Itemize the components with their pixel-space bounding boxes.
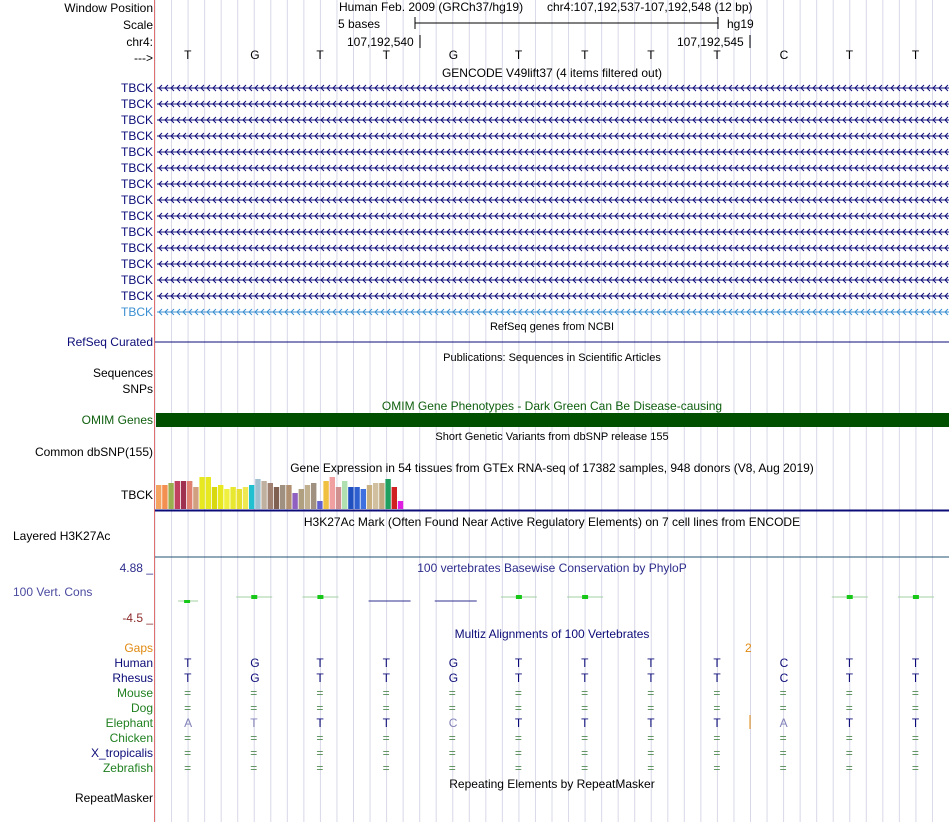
alignment-base: = bbox=[581, 746, 589, 760]
alignment-base: = bbox=[713, 701, 721, 715]
alignment-base: T bbox=[911, 716, 920, 730]
alignment-base: = bbox=[250, 761, 258, 775]
alignment-base: = bbox=[779, 761, 787, 775]
gtex-bar bbox=[305, 485, 310, 509]
alignment-base: = bbox=[448, 686, 456, 700]
gtex-bar bbox=[373, 483, 378, 509]
base-letter: T bbox=[581, 48, 589, 62]
alignment-base: T bbox=[845, 656, 854, 670]
position-label: chr4:107,192,537-107,192,548 (12 bp) bbox=[547, 0, 753, 14]
alignment-base: = bbox=[184, 746, 192, 760]
coord-right: 107,192,545 bbox=[677, 35, 744, 49]
alignment-base: = bbox=[845, 746, 853, 760]
gene-label-tbck[interactable]: TBCK bbox=[120, 225, 153, 239]
alignment-base: = bbox=[382, 701, 390, 715]
alignment-base: = bbox=[250, 701, 258, 715]
alignment-base: = bbox=[514, 701, 522, 715]
alignment-base: T bbox=[316, 716, 324, 730]
alignment-base: T bbox=[514, 716, 523, 730]
alignment-base: T bbox=[713, 671, 721, 685]
dbsnp-title[interactable]: Short Genetic Variants from dbSNP release 155 bbox=[435, 431, 669, 443]
alignment-base: T bbox=[514, 656, 523, 670]
label-species-elephant[interactable]: Elephant bbox=[105, 716, 153, 730]
phylop-bar bbox=[516, 595, 522, 599]
alignment-base: = bbox=[448, 701, 456, 715]
alignment-base: T bbox=[845, 716, 854, 730]
phylop-bar bbox=[582, 595, 588, 599]
base-letter: C bbox=[779, 48, 789, 62]
alignment-base: = bbox=[911, 686, 919, 700]
alignment-base: = bbox=[779, 746, 787, 760]
gtex-bar bbox=[156, 485, 161, 509]
label-species-mouse[interactable]: Mouse bbox=[116, 686, 153, 700]
alignment-base: = bbox=[713, 746, 721, 760]
gtex-bar bbox=[286, 485, 291, 509]
gtex-bar bbox=[336, 487, 341, 509]
alignment-base: T bbox=[316, 671, 324, 685]
label-phylop-min: -4.5 _ bbox=[122, 611, 153, 625]
label-phylop-max: 4.88 _ bbox=[119, 561, 153, 575]
alignment-base: = bbox=[581, 731, 589, 745]
alignment-base: = bbox=[316, 731, 324, 745]
alignment-base: = bbox=[382, 731, 390, 745]
gtex-bar bbox=[361, 489, 366, 509]
gtex-bar bbox=[392, 487, 397, 509]
base-letter: G bbox=[250, 48, 260, 62]
publications-title[interactable]: Publications: Sequences in Scientific Articles bbox=[443, 352, 661, 364]
alignment-base: C bbox=[448, 716, 458, 730]
alignment-base: G bbox=[250, 656, 260, 670]
alignment-base: C bbox=[779, 671, 789, 685]
label-gaps[interactable]: Gaps bbox=[124, 641, 153, 655]
alignment-base: T bbox=[382, 671, 390, 685]
gtex-bar bbox=[168, 483, 173, 509]
alignment-base: = bbox=[581, 761, 589, 775]
alignment-base: = bbox=[316, 761, 324, 775]
label-species-chicken[interactable]: Chicken bbox=[109, 731, 153, 745]
alignment-base: = bbox=[581, 701, 589, 715]
gtex-bar bbox=[299, 489, 304, 509]
gtex-bar bbox=[218, 485, 223, 509]
gtex-bar bbox=[280, 485, 285, 509]
h3k27ac-title[interactable]: H3K27Ac Mark (Often Found Near Active Regulatory Elements) on 7 cell lines from ENCODE bbox=[303, 515, 801, 529]
alignment-base: T bbox=[316, 656, 324, 670]
phylop-bar bbox=[251, 595, 257, 599]
phylop-title[interactable]: 100 vertebrates Basewise Conservation by PhyloP bbox=[417, 561, 687, 575]
gtex-bar bbox=[317, 501, 322, 509]
gene-label-tbck[interactable]: TBCK bbox=[120, 81, 153, 95]
gene-label-tbck[interactable]: TBCK bbox=[120, 289, 153, 303]
gtex-bar bbox=[249, 485, 254, 509]
label-strand-arrow[interactable]: ---> bbox=[134, 51, 153, 65]
alignment-base: = bbox=[514, 746, 522, 760]
gencode-title[interactable]: GENCODE V49lift37 (4 items filtered out) bbox=[441, 66, 663, 80]
alignment-base: G bbox=[448, 656, 459, 670]
alignment-base: = bbox=[448, 731, 456, 745]
gtex-bar bbox=[187, 481, 192, 509]
gene-label-tbck[interactable]: TBCK bbox=[120, 177, 153, 191]
label-omim[interactable]: OMIM Genes bbox=[81, 413, 153, 427]
label-repeatmasker[interactable]: RepeatMasker bbox=[74, 791, 153, 805]
label-phylop[interactable]: 100 Vert. Cons bbox=[13, 585, 93, 599]
alignment-base: = bbox=[184, 731, 192, 745]
scale-text: 5 bases bbox=[338, 17, 381, 31]
multiz-title[interactable]: Multiz Alignments of 100 Vertebrates bbox=[454, 627, 650, 641]
gtex-bar bbox=[385, 479, 390, 509]
gene-label-tbck[interactable]: TBCK bbox=[120, 257, 153, 271]
alignment-base: = bbox=[911, 701, 919, 715]
assembly-label: Human Feb. 2009 (GRCh37/hg19) bbox=[339, 0, 524, 14]
alignment-base: = bbox=[184, 701, 192, 715]
alignment-base: T bbox=[647, 671, 655, 685]
label-window-position: Window Position bbox=[64, 1, 153, 15]
label-sequences[interactable]: Sequences bbox=[92, 366, 153, 380]
alignment-base: = bbox=[911, 746, 919, 760]
phylop-bar bbox=[317, 595, 323, 599]
gtex-bar bbox=[292, 493, 297, 509]
label-dbsnp[interactable]: Common dbSNP(155) bbox=[34, 445, 153, 459]
alignment-base: T bbox=[713, 716, 721, 730]
alignment-base: A bbox=[184, 716, 193, 730]
alignment-base: T bbox=[845, 671, 854, 685]
gene-label-tbck[interactable]: TBCK bbox=[120, 241, 153, 255]
phylop-bar bbox=[847, 595, 853, 599]
phylop-bar bbox=[913, 595, 919, 599]
label-gtex-gene[interactable]: TBCK bbox=[120, 488, 153, 502]
alignment-base: = bbox=[316, 746, 324, 760]
alignment-base: T bbox=[184, 656, 192, 670]
alignment-base: T bbox=[250, 716, 258, 730]
alignment-base: = bbox=[647, 686, 655, 700]
alignment-base: = bbox=[514, 761, 522, 775]
alignment-base: = bbox=[713, 761, 721, 775]
base-letter: T bbox=[514, 48, 523, 62]
gtex-bar bbox=[348, 487, 353, 509]
base-letter: T bbox=[911, 48, 920, 62]
repeatmasker-title[interactable]: Repeating Elements by RepeatMasker bbox=[449, 777, 655, 791]
gtex-bar bbox=[237, 489, 242, 509]
label-scale: Scale bbox=[122, 18, 153, 32]
alignment-base: = bbox=[845, 731, 853, 745]
gtex-bar bbox=[342, 481, 347, 509]
alignment-base: = bbox=[382, 761, 390, 775]
base-letter: T bbox=[184, 48, 192, 62]
alignment-base: T bbox=[581, 656, 589, 670]
gtex-bar bbox=[255, 479, 260, 509]
gtex-bar bbox=[311, 483, 316, 509]
alignment-base: = bbox=[845, 701, 853, 715]
alignment-base: = bbox=[647, 701, 655, 715]
alignment-base: T bbox=[713, 656, 721, 670]
gtex-bar bbox=[193, 487, 198, 509]
alignment-base: T bbox=[382, 716, 390, 730]
alignment-base: T bbox=[581, 716, 589, 730]
gtex-bar bbox=[367, 485, 372, 509]
base-letter: T bbox=[845, 48, 854, 62]
gtex-bar bbox=[398, 501, 403, 509]
alignment-base: A bbox=[779, 716, 788, 730]
alignment-base: = bbox=[184, 686, 192, 700]
gene-label-tbck[interactable]: TBCK bbox=[120, 305, 153, 319]
gtex-title[interactable]: Gene Expression in 54 tissues from GTEx RNA-seq of 17382 samples, 948 donors (V8, Aug 2019) bbox=[290, 461, 814, 475]
gene-label-tbck[interactable]: TBCK bbox=[120, 209, 153, 223]
gtex-bar bbox=[230, 487, 235, 509]
base-letter: G bbox=[448, 48, 459, 62]
alignment-base: T bbox=[581, 671, 589, 685]
gene-label-tbck[interactable]: TBCK bbox=[120, 161, 153, 175]
alignment-base: G bbox=[448, 671, 459, 685]
gene-label-tbck[interactable]: TBCK bbox=[120, 273, 153, 287]
label-species-x_tropicalis[interactable]: X_tropicalis bbox=[90, 746, 153, 760]
alignment-base: = bbox=[250, 686, 258, 700]
alignment-base: T bbox=[514, 671, 523, 685]
alignment-base: T bbox=[911, 656, 920, 670]
gene-label-tbck[interactable]: TBCK bbox=[120, 129, 153, 143]
alignment-base: = bbox=[779, 731, 787, 745]
alignment-base: = bbox=[514, 731, 522, 745]
alignment-base: T bbox=[184, 671, 192, 685]
gtex-bar bbox=[175, 481, 180, 509]
alignment-base: = bbox=[581, 686, 589, 700]
gene-label-tbck[interactable]: TBCK bbox=[120, 113, 153, 127]
alignment-base: T bbox=[382, 656, 390, 670]
alignment-base: = bbox=[911, 761, 919, 775]
gtex-bar bbox=[379, 483, 384, 509]
gap-count: 2 bbox=[745, 641, 752, 655]
omim-bar bbox=[156, 413, 949, 427]
alignment-base: = bbox=[647, 746, 655, 760]
alignment-base: = bbox=[316, 686, 324, 700]
alignment-base: T bbox=[647, 656, 655, 670]
base-letter: T bbox=[713, 48, 721, 62]
gtex-bar bbox=[323, 481, 328, 509]
alignment-base: = bbox=[779, 686, 787, 700]
alignment-base: = bbox=[647, 761, 655, 775]
alignment-base: = bbox=[184, 761, 192, 775]
alignment-base: = bbox=[514, 686, 522, 700]
label-species-zebrafish[interactable]: Zebrafish bbox=[102, 761, 153, 775]
gtex-bar bbox=[162, 485, 167, 509]
alignment-base: G bbox=[250, 671, 260, 685]
gtex-bar bbox=[212, 487, 217, 509]
label-snps[interactable]: SNPs bbox=[122, 382, 153, 396]
track-labels bbox=[0, 0, 153, 822]
alignment-base: = bbox=[845, 686, 853, 700]
label-species-rhesus[interactable]: Rhesus bbox=[112, 671, 153, 685]
alignment-base: = bbox=[316, 701, 324, 715]
base-letter: T bbox=[382, 48, 390, 62]
gtex-bar bbox=[354, 487, 359, 509]
alignment-base: = bbox=[250, 746, 258, 760]
gtex-bar bbox=[199, 477, 204, 509]
gtex-bar bbox=[181, 481, 186, 509]
gene-label-tbck[interactable]: TBCK bbox=[120, 193, 153, 207]
alignment-base: = bbox=[382, 746, 390, 760]
refseq-title[interactable]: RefSeq genes from NCBI bbox=[489, 321, 615, 333]
coord-left: 107,192,540 bbox=[347, 35, 414, 49]
alignment-base: = bbox=[845, 761, 853, 775]
omim-title[interactable]: OMIM Gene Phenotypes - Dark Green Can Be Disease-causing bbox=[381, 399, 723, 413]
alignment-base: = bbox=[779, 701, 787, 715]
scale-db: hg19 bbox=[727, 17, 754, 31]
label-species-human[interactable]: Human bbox=[114, 656, 153, 670]
gene-label-tbck[interactable]: TBCK bbox=[120, 145, 153, 159]
alignment-base: = bbox=[647, 731, 655, 745]
alignment-base: T bbox=[647, 716, 655, 730]
label-h3k27ac[interactable]: Layered H3K27Ac bbox=[13, 529, 111, 543]
alignment-base: = bbox=[713, 686, 721, 700]
label-species-dog[interactable]: Dog bbox=[130, 701, 153, 715]
gtex-bar bbox=[330, 477, 335, 509]
label-refseq[interactable]: RefSeq Curated bbox=[66, 335, 153, 349]
gtex-bar bbox=[274, 487, 279, 509]
alignment-base: = bbox=[448, 746, 456, 760]
base-letter: T bbox=[647, 48, 655, 62]
label-chrom: chr4: bbox=[126, 35, 153, 49]
gtex-bar bbox=[224, 489, 229, 509]
alignment-base: = bbox=[448, 761, 456, 775]
phylop-bar bbox=[184, 600, 190, 603]
alignment-base: = bbox=[250, 731, 258, 745]
gtex-bar bbox=[261, 481, 266, 509]
gtex-bar bbox=[243, 487, 248, 509]
alignment-base: = bbox=[911, 731, 919, 745]
gene-label-tbck[interactable]: TBCK bbox=[120, 97, 153, 111]
alignment-base: T bbox=[911, 671, 920, 685]
gtex-bar bbox=[268, 483, 273, 509]
gtex-bar bbox=[206, 477, 211, 509]
alignment-base: = bbox=[713, 731, 721, 745]
base-letter: T bbox=[316, 48, 324, 62]
alignment-base: = bbox=[382, 686, 390, 700]
alignment-base: C bbox=[779, 656, 789, 670]
